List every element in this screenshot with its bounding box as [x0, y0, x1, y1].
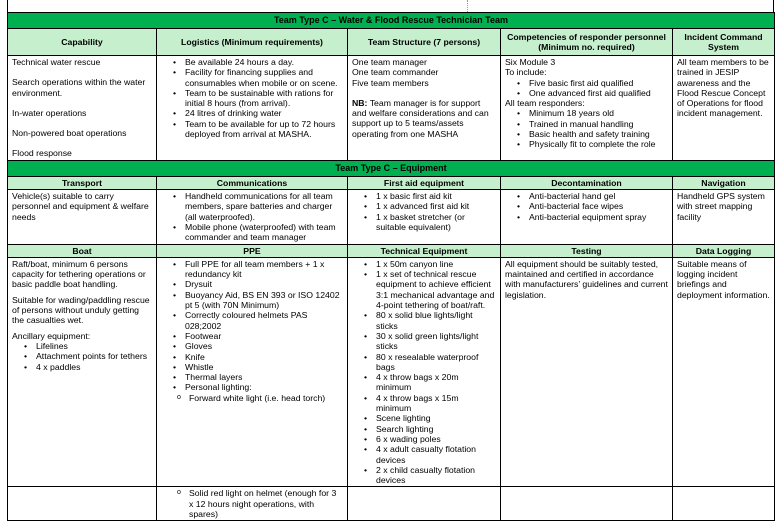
- equipment-content-row-2: [8, 257, 775, 487]
- structure-item: Five team members: [352, 77, 429, 88]
- ppe-item: • Gloves: [173, 341, 343, 351]
- logistics-item: • 24 litres of drinking water: [173, 108, 343, 118]
- decontamination-cell: [501, 190, 673, 244]
- continuation-empty: [348, 487, 501, 521]
- decontamination-item: • Anti-bacterial face wipes: [517, 201, 668, 211]
- technical-item: • 4 x adult casualty flotation devices: [364, 444, 496, 465]
- header-ics: Incident Command System: [673, 29, 775, 56]
- header-technical-equipment: Technical Equipment: [348, 244, 501, 257]
- technical-item: • 30 x solid green lights/light sticks: [364, 331, 496, 352]
- competency-item: • Trained in manual handling: [517, 119, 668, 129]
- ppe-item: • Buoyancy Aid, BS EN 393 or ISO 12402 pt 5 (with 70N Minimum): [173, 290, 343, 311]
- team-structure-cell: [348, 56, 501, 161]
- technical-item: • 4 x throw bags x 15m minimum: [364, 393, 496, 414]
- logistics-item: • Team to be available for up to 72 hours deployed from arrival at MASHA.: [173, 119, 343, 140]
- ppe-item: • Thermal layers: [173, 372, 343, 382]
- technical-item: • 80 x solid blue lights/light sticks: [364, 310, 496, 331]
- communications-cell: [157, 190, 348, 244]
- technical-item: • 6 x wading poles: [364, 434, 496, 444]
- equipment-content-row-1: [8, 190, 775, 244]
- team-content-row: [8, 56, 775, 161]
- boat-ancillary-item: • Attachment points for tethers: [24, 351, 152, 361]
- equipment-header-row-2: [8, 244, 775, 257]
- header-data-logging: Data Logging: [673, 244, 775, 257]
- capability-item: Search operations within the water environment.: [12, 77, 146, 98]
- boat-ancillary-list: [12, 341, 152, 372]
- header-capability: Capability: [8, 29, 157, 56]
- competencies-all: All team responders:: [505, 98, 585, 109]
- team-header-row: [8, 29, 775, 56]
- nb-label: NB:: [352, 97, 368, 108]
- ppe-item: • Footwear: [173, 331, 343, 341]
- decontamination-item: • Anti-bacterial equipment spray: [517, 212, 668, 222]
- ppe-lighting-list-cont: [161, 488, 343, 519]
- ppe-item: • Knife: [173, 352, 343, 362]
- team-title: Team Type C – Water & Flood Rescue Technician Team: [8, 13, 775, 29]
- structure-note: [352, 98, 496, 139]
- transport-cell: Vehicle(s) suitable to carry personnel and equipment & welfare needs: [8, 190, 157, 244]
- ics-cell: All team members to be trained in JESIP awareness and the Flood Rescue Concept of Operations for flood incident management.: [673, 56, 775, 161]
- technical-item: • 80 x resealable waterproof bags: [364, 352, 496, 373]
- ppe-cell: [157, 257, 348, 487]
- competency-item: • Basic health and safety training: [517, 129, 668, 139]
- technical-item: • 1 x set of technical rescue equipment to achieve efficient 3:1 mechanical advantage and 4-point tethering of boat/raft.: [364, 269, 496, 310]
- ppe-item: • Whistle: [173, 362, 343, 372]
- boat-text: Ancillary equipment:: [12, 330, 91, 341]
- boat-ancillary-item: • Lifelines: [24, 341, 152, 351]
- equipment-title: Team Type C – Equipment: [8, 160, 775, 176]
- header-competencies: Competencies of responder personnel (Minimum no. required): [501, 29, 673, 56]
- technical-item: • Scene lighting: [364, 413, 496, 423]
- ppe-lighting-item: o Solid red light on helmet (enough for 3 x 12 hours night operations, with spares): [177, 488, 343, 519]
- header-logistics: Logistics (Minimum requirements): [157, 29, 348, 56]
- document-table-wrap: [7, 12, 774, 521]
- ppe-item: • Drysuit: [173, 279, 343, 289]
- competencies-list-a: [505, 78, 668, 99]
- technical-item: • 4 x throw bags x 20m minimum: [364, 372, 496, 393]
- header-team-structure: Team Structure (7 persons): [348, 29, 501, 56]
- boat-ancillary-item: • 4 x paddles: [24, 362, 152, 372]
- logistics-cell: [157, 56, 348, 161]
- testing-cell: All equipment should be suitably tested, maintained and certified in accordance with manufacturers’ guidelines and current legislation.: [501, 257, 673, 487]
- nb-text: Team manager is for support and welfare considerations and can support up to 5 teams/assets operating from one MASHA: [352, 97, 489, 139]
- navigation-cell: Handheld GPS system with street mapping facility: [673, 190, 775, 244]
- structure-item: One team manager: [352, 57, 427, 67]
- logistics-item: • Facility for financing supplies and consumables when mobile or on scene.: [173, 67, 343, 88]
- first-aid-item: • 1 x basket stretcher (or suitable equivalent): [364, 212, 496, 233]
- competencies-include: To include:: [505, 67, 547, 78]
- capability-item: In-water operations: [12, 107, 87, 118]
- ppe-item: • Full PPE for all team members + 1 x redundancy kit: [173, 259, 343, 280]
- data-logging-cell: Suitable means of logging incident briefings and deployment information.: [673, 257, 775, 487]
- technical-item: • 1 x 50m canyon line: [364, 259, 496, 269]
- boat-text: Suitable for wading/paddling rescue of persons without unduly getting the casualties wet.: [12, 294, 150, 326]
- previous-page-strip: [7, 0, 774, 12]
- communications-item: • Mobile phone (waterproofed) with team commander and team manager: [173, 222, 343, 243]
- header-boat: Boat: [8, 244, 157, 257]
- ppe-lighting-item: o Forward white light (i.e. head torch): [177, 393, 343, 403]
- logistics-item: • Team to be sustainable with rations for initial 8 hours (from arrival).: [173, 88, 343, 109]
- ppe-continuation-cell: [157, 487, 348, 521]
- ppe-item: • Correctly coloured helmets PAS 028;2002: [173, 310, 343, 331]
- first-aid-cell: [348, 190, 501, 244]
- header-ppe: PPE: [157, 244, 348, 257]
- structure-item: One team commander: [352, 67, 439, 78]
- header-transport: Transport: [8, 176, 157, 189]
- ppe-lighting-list: [161, 393, 343, 403]
- ppe-list: [161, 259, 343, 393]
- decontamination-item: • Anti-bacterial hand gel: [517, 191, 668, 201]
- ppe-item: • Personal lighting:: [173, 382, 343, 392]
- capability-item: Technical water rescue: [12, 57, 101, 67]
- team-band-row: [8, 13, 775, 29]
- first-aid-list: [352, 191, 496, 232]
- decontamination-list: [505, 191, 668, 222]
- logistics-item: • Be available 24 hours a day.: [173, 57, 343, 67]
- first-aid-item: • 1 x basic first aid kit: [364, 191, 496, 201]
- header-navigation: Navigation: [673, 176, 775, 189]
- technical-equipment-cell: [348, 257, 501, 487]
- boat-cell: [8, 257, 157, 487]
- technical-list: [352, 259, 496, 486]
- equipment-header-row-1: [8, 176, 775, 189]
- competency-item: • One advanced first aid qualified: [517, 88, 668, 98]
- continuation-empty: [501, 487, 673, 521]
- communications-item: • Handheld communications for all team members, spare batteries and charger (all waterproofed).: [173, 191, 343, 222]
- technical-item: • 2 x child casualty flotation devices: [364, 465, 496, 486]
- boat-text: Raft/boat, minimum 6 persons capacity for tethering operations or basic paddle boat handling.: [12, 258, 146, 290]
- competency-item: • Physically fit to complete the role: [517, 139, 668, 149]
- header-communications: Communications: [157, 176, 348, 189]
- first-aid-item: • 1 x advanced first aid kit: [364, 201, 496, 211]
- competencies-intro: Six Module 3: [505, 57, 556, 67]
- continuation-empty: [8, 487, 157, 521]
- capability-item: Non-powered boat operations: [12, 128, 127, 139]
- capability-cell: [8, 56, 157, 161]
- communications-list: [161, 191, 343, 242]
- header-testing: Testing: [501, 244, 673, 257]
- continuation-row: [8, 487, 775, 521]
- competencies-list-b: [505, 108, 668, 149]
- continuation-empty: [673, 487, 775, 521]
- logistics-list: [161, 57, 343, 139]
- capability-item: Flood response: [12, 148, 72, 159]
- competencies-cell: [501, 56, 673, 161]
- competency-item: • Minimum 18 years old: [517, 108, 668, 118]
- equipment-band-row: [8, 160, 775, 176]
- team-type-c-table: [7, 12, 775, 521]
- header-decontamination: Decontamination: [501, 176, 673, 189]
- technical-item: • Search lighting: [364, 424, 496, 434]
- competency-item: • Five basic first aid qualified: [517, 78, 668, 88]
- header-first-aid: First aid equipment: [348, 176, 501, 189]
